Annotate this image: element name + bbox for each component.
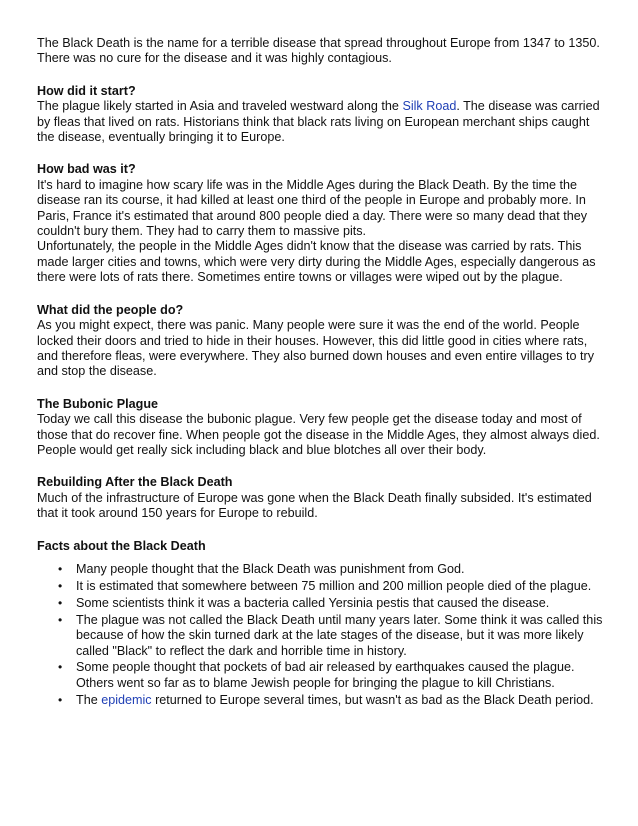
- fact-text: Many people thought that the Black Death was punishment from God.: [76, 561, 465, 576]
- fact-text-before: The: [76, 692, 102, 707]
- list-item: [37, 596, 603, 611]
- bullet-icon: •: [58, 578, 63, 593]
- silk-road-link[interactable]: Silk Road: [402, 99, 457, 114]
- section-how-did-it-start: [37, 84, 603, 146]
- start-text-after: . The disease was carried by fleas that lived on rats. Historians think that black rats living on European merchant ships caught the disease, eventually bringing it to Europe.: [37, 99, 600, 145]
- section-rebuilding: [37, 475, 603, 521]
- heading-what-did-people-do: What did the people do?: [37, 302, 184, 317]
- fact-text: It is estimated that somewhere between 75 million and 200 million people died of the plague.: [76, 578, 592, 593]
- bad-paragraph-1: It's hard to imagine how scary life was in the Middle Ages during the Black Death. By the time the disease ran its course, it had killed at least one third of the people in Europe and probably more. In Paris, France it's estimated that around 800 people died a day. There were so many dead that they couldn't bury them. They had to carry them to massive pits.: [37, 177, 588, 239]
- section-bubonic-plague: [37, 397, 603, 459]
- list-item: [37, 693, 603, 708]
- heading-rebuilding: Rebuilding After the Black Death: [37, 475, 233, 490]
- facts-list: [37, 562, 603, 708]
- heading-how-did-it-start: How did it start?: [37, 83, 136, 98]
- intro-paragraph: The Black Death is the name for a terrible disease that spread throughout Europe from 1347 to 1350. There was no cure for the disease and it was highly contagious.: [37, 36, 600, 66]
- fact-text: Some people thought that pockets of bad air released by earthquakes caused the plague. Others went so far as to blame Jewish people for bringing the plague to kill Christians.: [76, 660, 575, 690]
- bubonic-paragraph: Today we call this disease the bubonic plague. Very few people get the disease today and most of those that do recover fine. When people got the disease in the Middle Ages, they almost always died. People would get really sick including black and blue blotches all over their body.: [37, 412, 600, 457]
- list-item: [37, 562, 603, 577]
- bullet-icon: •: [58, 660, 63, 675]
- section-how-bad-was-it: [37, 162, 603, 285]
- fact-text: Some scientists think it was a bacteria called Yersinia pestis that caused the disease.: [76, 595, 550, 610]
- list-item: [37, 579, 603, 594]
- bullet-icon: •: [58, 595, 63, 610]
- bad-paragraph-2: Unfortunately, the people in the Middle Ages didn't know that the disease was carried by rats. This made larger cities and towns, which were very dirty during the Middle Ages, especially dangerous as there were lots of rats there. Sometimes entire towns or villages were wiped out by the plague.: [37, 239, 596, 285]
- start-paragraph: [37, 99, 603, 145]
- section-facts: [37, 539, 603, 709]
- heading-bubonic-plague: The Bubonic Plague: [37, 396, 159, 411]
- fact-text: The plague was not called the Black Death until many years later. Some think it was called this because of how the skin turned dark at the late stages of the disease, but it was more likely called "Black" to reflect the dark and horrible time in history.: [76, 612, 603, 658]
- bullet-icon: •: [58, 612, 63, 627]
- people-paragraph: As you might expect, there was panic. Many people were sure it was the end of the world. People locked their doors and tried to hide in their houses. However, this did little good in cities where rats, and therefore fleas, were everywhere. They also burned down houses and even entire villages to try and stop the disease.: [37, 318, 595, 379]
- list-item: [37, 613, 603, 659]
- bullet-icon: •: [58, 561, 63, 576]
- start-text-before: The plague likely started in Asia and traveled westward along the: [37, 99, 403, 114]
- rebuilding-paragraph: Much of the infrastructure of Europe was gone when the Black Death finally subsided. It's estimated that it took around 150 years for Europe to rebuild.: [37, 490, 592, 521]
- heading-how-bad-was-it: How bad was it?: [37, 162, 136, 177]
- document-page: [37, 36, 603, 710]
- epidemic-link[interactable]: epidemic: [101, 692, 152, 707]
- bullet-icon: •: [58, 692, 63, 707]
- list-item: [37, 660, 603, 691]
- section-what-did-people-do: [37, 303, 603, 380]
- heading-facts: Facts about the Black Death: [37, 538, 206, 553]
- fact-text-after: returned to Europe several times, but wasn't as bad as the Black Death period.: [151, 692, 594, 707]
